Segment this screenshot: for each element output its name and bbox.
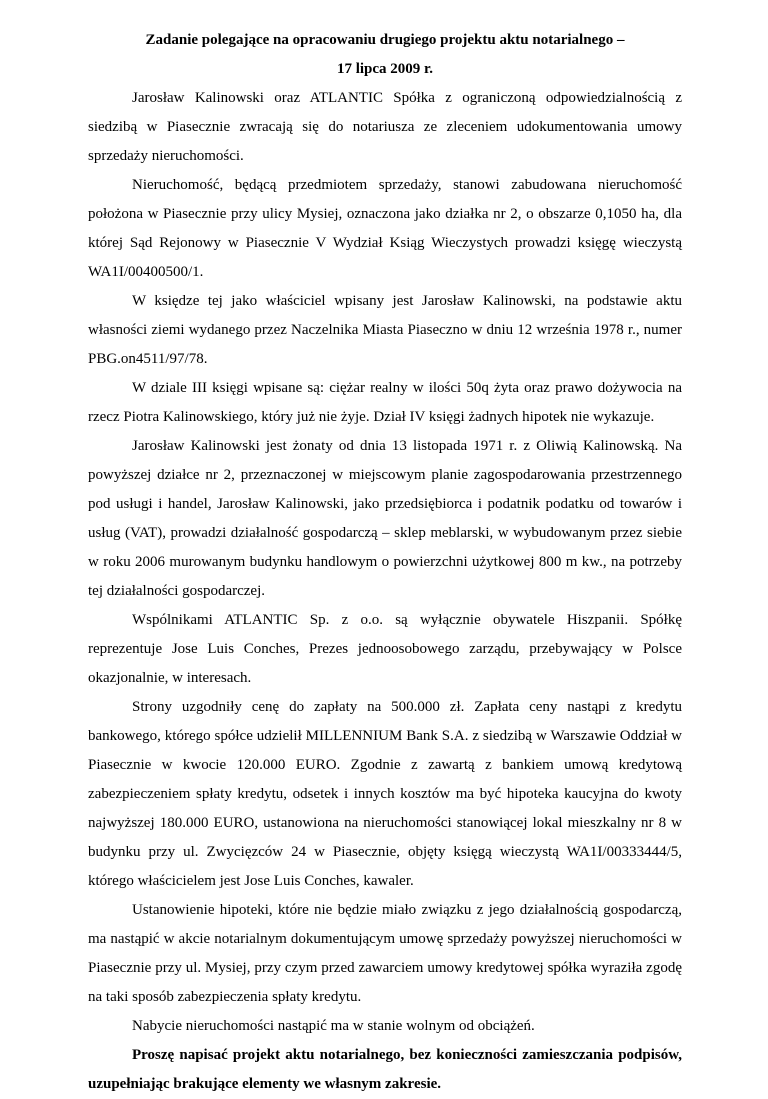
paragraph-company-partners: Wspólnikami ATLANTIC Sp. z o.o. są wyłącznie obywatele Hiszpanii. Spółkę reprezentuje Jose Luis Conches, Prezes jednoosobowego zarządu, przebywający w Polsce okazjonalnie, w interesach. (88, 612, 682, 686)
paragraph-free-of-encumbrances: Nabycie nieruchomości nastąpić ma w stanie wolnym od obciążeń. (132, 1018, 535, 1034)
paragraph-property: Nieruchomość, będącą przedmiotem sprzedaży, stanowi zabudowana nieruchomość położona w Piasecznie przy ulicy Mysiej, oznaczona jako działka nr 2, o obszarze 0,1050 ha, dla której Sąd Rejonowy w Piasecznie V Wydział Ksiąg Wieczystych prowadzi księgę wieczystą WA1I/00400500/1. (88, 177, 682, 280)
paragraph-instruction: Proszę napisać projekt aktu notarialnego, bez konieczności zamieszczania podpisów, uzupełniając brakujące elementy we własnym zakresie. (88, 1047, 682, 1092)
paragraph-mortgage: Ustanowienie hipoteki, które nie będzie miało związku z jego działalnością gospodarczą, ma nastąpić w akcie notarialnym dokumentującym umowę sprzedaży powyższej nieruchomości w Piasecznie przy ul. Mysiej, przy czym przed zawarciem umowy kredytowej spółka wyraziła zgodę na taki sposób zabezpieczenia spłaty kredytu. (88, 902, 682, 1005)
paragraph-section-iii: W dziale III księgi wpisane są: ciężar realny w ilości 50q żyta oraz prawo dożywocia na rzecz Piotra Kalinowskiego, który już nie żyje. Dział IV księgi żadnych hipotek nie wykazuje. (88, 380, 682, 425)
paragraph-parties: Jarosław Kalinowski oraz ATLANTIC Spółka z ograniczoną odpowiedzialnością z siedzibą w Piasecznie zwracają się do notariusza ze zleceniem udokumentowania umowy sprzedaży nieruchomości. (88, 90, 682, 164)
document-page (88, 26, 682, 1099)
paragraph-price-credit: Strony uzgodniły cenę do zapłaty na 500.000 zł. Zapłata ceny nastąpi z kredytu bankowego, którego spółce udzielił MILLENNIUM Bank S.A. z siedzibą w Warszawie Oddział w Piasecznie w kwocie 120.000 EURO. Zgodnie z zawartą z bankiem umową kredytową zabezpieczeniem spłaty kredytu, odsetek i innych kosztów ma być hipoteka kaucyjna do kwoty najwyższej 180.000 EURO, ustanowiona na nieruchomości stanowiącej lokal mieszkalny nr 8 w budynku przy ul. Zwycięzców 24 w Piasecznie, objęty księgą wieczystą WA1I/00333444/5, którego właścicielem jest Jose Luis Conches, kawaler. (88, 699, 682, 889)
document-title-line-1: Zadanie polegające na opracowaniu drugiego projektu aktu notarialnego – (145, 32, 625, 48)
paragraph-owner: W księdze tej jako właściciel wpisany jest Jarosław Kalinowski, na podstawie aktu własności ziemi wydanego przez Naczelnika Miasta Piaseczno w dniu 12 września 1978 r., numer PBG.on4511/97/78. (88, 293, 682, 367)
paragraph-marriage-business: Jarosław Kalinowski jest żonaty od dnia 13 listopada 1971 r. z Oliwią Kalinowską. Na powyższej działce nr 2, przeznaczonej w miejscowym planie zagospodarowania przestrzennego pod usługi i handel, Jarosław Kalinowski, jako przedsiębiorca i podatnik podatku od towarów i usług (VAT), prowadzi działalność gospodarczą – sklep meblarski, w wybudowanym przez siebie w roku 2006 murowanym budynku handlowym o powierzchni użytkowej 800 m kw., na potrzeby tej działalności gospodarczej. (88, 438, 682, 599)
document-title-line-2: 17 lipca 2009 r. (336, 61, 434, 77)
